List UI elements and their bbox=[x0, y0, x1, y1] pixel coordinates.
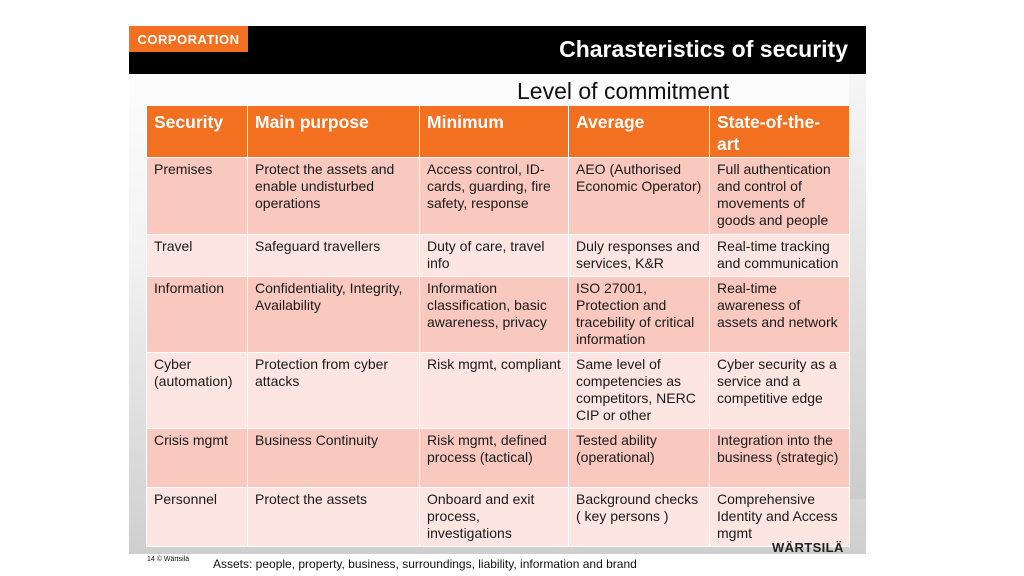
table-cell: Crisis mgmt bbox=[147, 429, 248, 488]
table-cell: Onboard and exit process, investigations bbox=[420, 488, 569, 547]
table-cell: Protect the assets bbox=[248, 488, 420, 547]
table-cell: Information bbox=[147, 277, 248, 353]
header-minimum: Minimum bbox=[420, 106, 569, 158]
table-cell: Duly responses and services, K&R bbox=[569, 235, 710, 277]
header-state-of-the-art: State-of-the-art bbox=[710, 106, 850, 158]
header-security: Security bbox=[147, 106, 248, 158]
table-cell: Personnel bbox=[147, 488, 248, 547]
table-cell: Integration into the business (strategic) bbox=[710, 429, 850, 488]
footer-page-number bbox=[147, 556, 189, 563]
slide-subtitle: Level of commitment bbox=[517, 78, 730, 104]
footer-note: Assets: people, property, business, surroundings, liability, information and brand bbox=[213, 557, 637, 571]
table-cell: Full authentication and control of movements of goods and people bbox=[710, 158, 850, 235]
table-row bbox=[147, 429, 850, 488]
table-cell: Safeguard travellers bbox=[248, 235, 420, 277]
table-cell: Background checks ( key persons ) bbox=[569, 488, 710, 547]
table-cell: Same level of competencies as competitors, NERC CIP or other bbox=[569, 353, 710, 429]
table-cell: Duty of care, travel info bbox=[420, 235, 569, 277]
corporation-tab: CORPORATION bbox=[129, 26, 248, 52]
table-cell: Cyber security as a service and a competitive edge bbox=[710, 353, 850, 429]
table-cell: Travel bbox=[147, 235, 248, 277]
table-row bbox=[147, 277, 850, 353]
table-header-row bbox=[147, 106, 850, 158]
slide-title: Charasteristics of security bbox=[559, 36, 848, 62]
copyright-text: © Wärtsilä bbox=[156, 556, 190, 563]
table-cell: Tested ability (operational) bbox=[569, 429, 710, 488]
table-cell: Cyber (automation) bbox=[147, 353, 248, 429]
header-average: Average bbox=[569, 106, 710, 158]
table-row bbox=[147, 158, 850, 235]
table-cell: Risk mgmt, defined process (tactical) bbox=[420, 429, 569, 488]
table-row bbox=[147, 488, 850, 547]
table-cell: Business Continuity bbox=[248, 429, 420, 488]
table-cell: Premises bbox=[147, 158, 248, 235]
table-cell: ISO 27001, Protection and tracebility of critical information bbox=[569, 277, 710, 353]
table-cell: Information classification, basic awareness, privacy bbox=[420, 277, 569, 353]
table-cell: Confidentiality, Integrity, Availability bbox=[248, 277, 420, 353]
table-cell: Real-time tracking and communication bbox=[710, 235, 850, 277]
table-cell: Access control, ID-cards, guarding, fire safety, response bbox=[420, 158, 569, 235]
table-cell: Comprehensive Identity and Access mgmt bbox=[710, 488, 850, 547]
table-cell: Risk mgmt, compliant bbox=[420, 353, 569, 429]
wartsila-logo: WÄRTSILÄ bbox=[772, 540, 844, 555]
table-cell: AEO (Authorised Economic Operator) bbox=[569, 158, 710, 235]
slide-side-panel bbox=[849, 74, 866, 499]
table-row bbox=[147, 353, 850, 429]
table-cell: Protect the assets and enable undisturbed operations bbox=[248, 158, 420, 235]
table-cell: Protection from cyber attacks bbox=[248, 353, 420, 429]
header-main-purpose: Main purpose bbox=[248, 106, 420, 158]
table-cell: Real-time awareness of assets and network bbox=[710, 277, 850, 353]
page-number: 14 bbox=[147, 556, 155, 563]
security-table bbox=[146, 105, 850, 547]
table-row bbox=[147, 235, 850, 277]
